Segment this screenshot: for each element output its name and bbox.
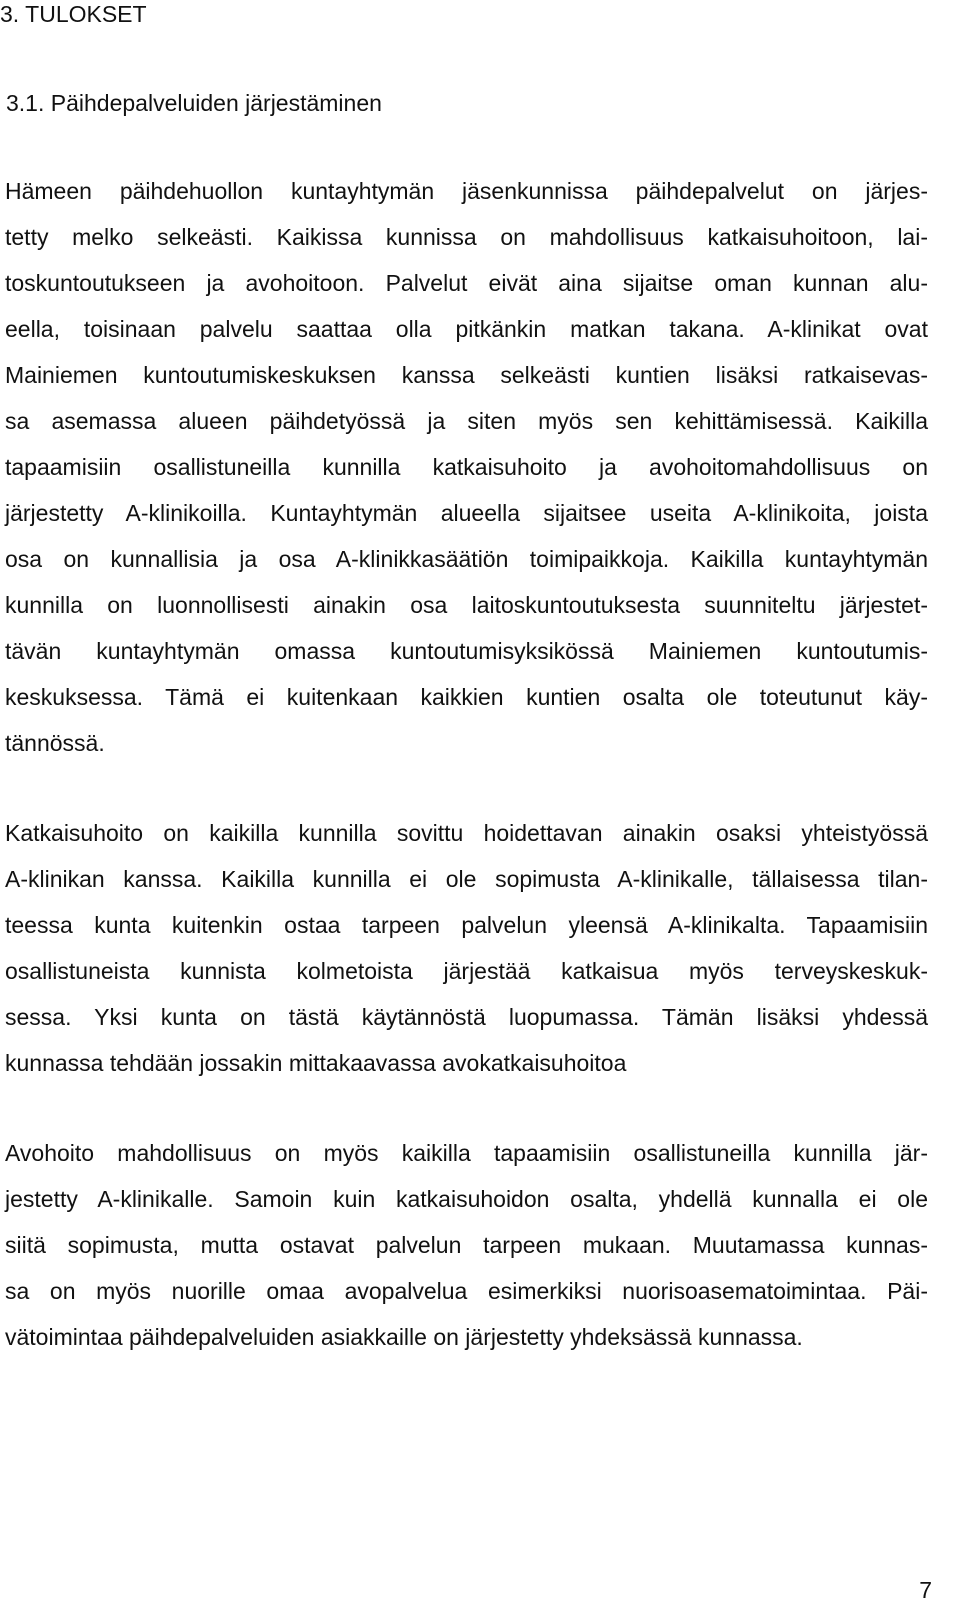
paragraph-line: eella, toisinaan palvelu saattaa olla pitkänkin matkan takana. A-klinikat ovat (5, 316, 928, 342)
paragraph-line: kunnassa tehdään jossakin mittakaavassa avokatkaisuhoitoa (5, 1050, 627, 1076)
paragraph-line: keskuksessa. Tämä ei kuitenkaan kaikkien kuntien osalta ole toteutunut käy- (5, 684, 928, 710)
paragraph-line: Mainiemen kuntoutumiskeskuksen kanssa selkeästi kuntien lisäksi ratkaisevas- (5, 362, 928, 388)
paragraph-line: jestetty A-klinikalle. Samoin kuin katkaisuhoidon osalta, yhdellä kunnalla ei ole (5, 1186, 928, 1212)
subsection-heading: 3.1. Päihdepalveluiden järjestäminen (6, 90, 382, 116)
paragraph-line: teessa kunta kuitenkin ostaa tarpeen palvelun yleensä A-klinikalta. Tapaamisiin (5, 912, 928, 938)
paragraph-line: vätoimintaa päihdepalveluiden asiakkaille on järjestetty yhdeksässä kunnassa. (5, 1324, 803, 1350)
paragraph-line: järjestetty A-klinikoilla. Kuntayhtymän alueella sijaitsee useita A-klinikoita, joista (5, 500, 928, 526)
paragraph-line: tännössä. (5, 730, 105, 756)
paragraph-line: osa on kunnallisia ja osa A-klinikkasäätiön toimipaikkoja. Kaikilla kuntayhtymän (5, 546, 928, 572)
paragraph-line: siitä sopimusta, mutta ostavat palvelun tarpeen mukaan. Muutamassa kunnas- (5, 1232, 928, 1258)
paragraph-line: tetty melko selkeästi. Kaikissa kunnissa on mahdollisuus katkaisuhoitoon, lai- (5, 224, 928, 250)
paragraph-line: tapaamisiin osallistuneilla kunnilla katkaisuhoito ja avohoitomahdollisuus on (5, 454, 928, 480)
paragraph-line: sa on myös nuorille omaa avopalvelua esimerkiksi nuorisoasematoimintaa. Päi- (5, 1278, 928, 1304)
paragraph-line: sa asemassa alueen päihdetyössä ja siten myös sen kehittämisessä. Kaikilla (5, 408, 928, 434)
paragraph-line: sessa. Yksi kunta on tästä käytännöstä luopumassa. Tämän lisäksi yhdessä (5, 1004, 928, 1030)
paragraph-line: Avohoito mahdollisuus on myös kaikilla tapaamisiin osallistuneilla kunnilla jär- (5, 1140, 928, 1166)
page-number: 7 (919, 1577, 932, 1603)
paragraph-line: kunnilla on luonnollisesti ainakin osa laitoskuntoutuksesta suunniteltu järjestet- (5, 592, 928, 618)
paragraph-line: osallistuneista kunnista kolmetoista järjestää katkaisua myös terveyskeskuk- (5, 958, 928, 984)
paragraph-line: Katkaisuhoito on kaikilla kunnilla sovittu hoidettavan ainakin osaksi yhteistyössä (5, 820, 928, 846)
paragraph-line: toskuntoutukseen ja avohoitoon. Palvelut eivät aina sijaitse oman kunnan alu- (5, 270, 928, 296)
paragraph-line: Hämeen päihdehuollon kuntayhtymän jäsenkunnissa päihdepalvelut on järjes- (5, 178, 928, 204)
section-heading: 3. TULOKSET (0, 1, 147, 27)
paragraph-line: A-klinikan kanssa. Kaikilla kunnilla ei ole sopimusta A-klinikalle, tällaisessa tilan- (5, 866, 928, 892)
paragraph-line: tävän kuntayhtymän omassa kuntoutumisyksikössä Mainiemen kuntoutumis- (5, 638, 928, 664)
